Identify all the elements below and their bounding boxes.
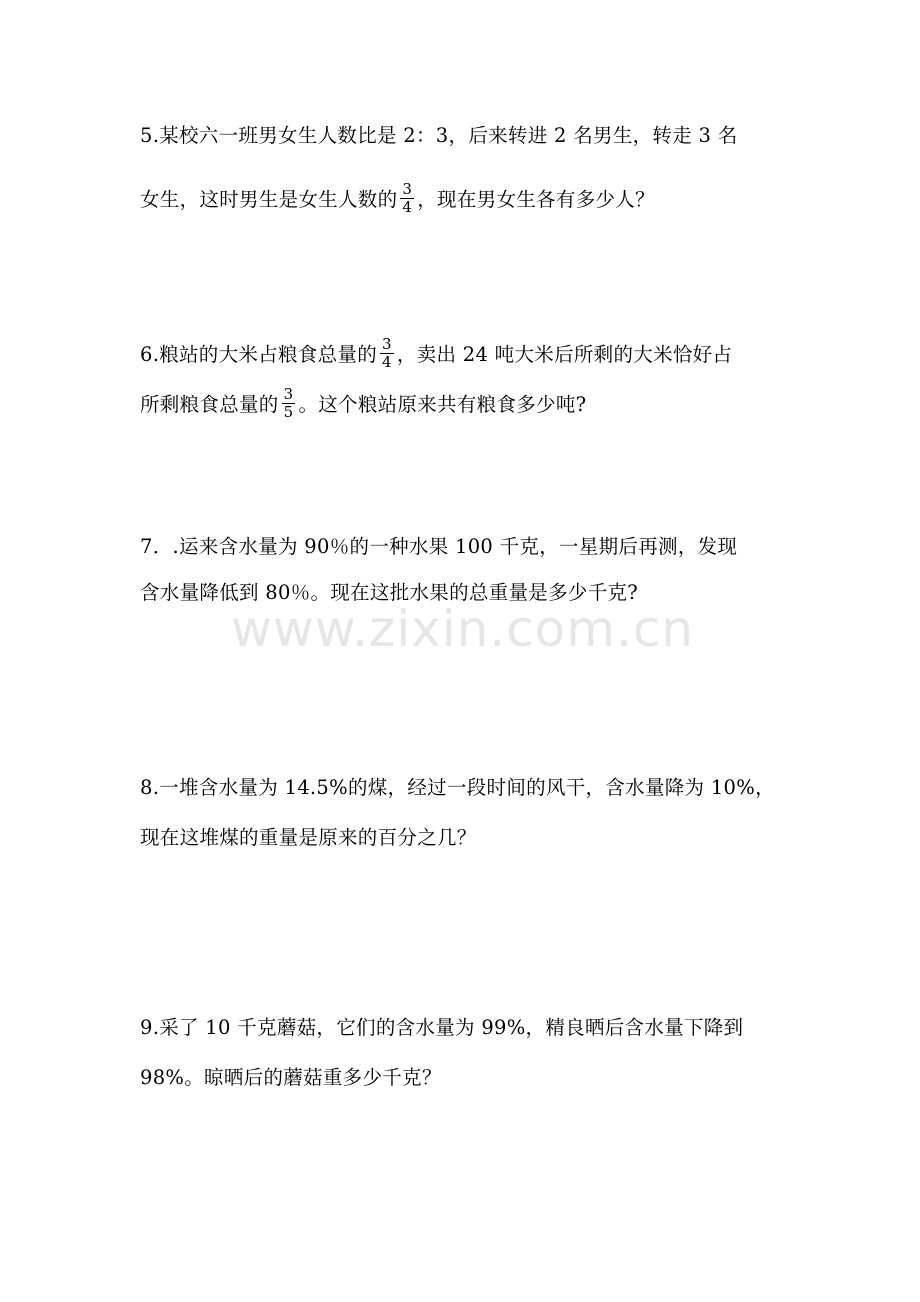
problem-7-line-1: 7．.运来含水量为 90％的一种水果 100 千克，一星期后再测，发现 bbox=[140, 535, 738, 558]
problem-9-line-2: 98%。晾晒后的蘑菇重多少千克？ bbox=[140, 1066, 442, 1089]
fraction bbox=[282, 386, 296, 421]
problem-9-line-1: 9.采了 10 千克蘑菇，它们的含水量为 99%，精良晒后含水量下降到 bbox=[140, 1016, 744, 1039]
fraction-numerator: 3 bbox=[402, 180, 413, 198]
problem-6-text-d: 。这个粮站原来共有粮食多少吨? bbox=[298, 393, 587, 416]
problem-6-text-b: ，卖出 24 吨大米后所剩的大米恰好占 bbox=[396, 343, 733, 366]
problem-6-line-1 bbox=[140, 335, 733, 373]
problem-5-line-2 bbox=[140, 180, 655, 218]
watermark: www.zixin.com.cn bbox=[231, 600, 695, 658]
problem-6-line-2 bbox=[140, 385, 587, 423]
problem-8-line-2: 现在这堆煤的重量是原来的百分之几？ bbox=[140, 826, 477, 849]
problem-5-line-1: 5.某校六一班男女生人数比是 2：3，后来转进 2 名男生，转走 3 名 bbox=[140, 124, 738, 147]
fraction bbox=[380, 336, 394, 371]
fraction-numerator: 3 bbox=[283, 385, 294, 403]
problem-5-text-b: ，现在男女生各有多少人？ bbox=[417, 188, 655, 211]
problem-6-text-a: 6.粮站的大米占粮食总量的 bbox=[140, 343, 378, 366]
problem-6-text-c: 所剩粮食总量的 bbox=[140, 393, 279, 416]
fraction-denominator: 5 bbox=[283, 403, 294, 421]
fraction-denominator: 4 bbox=[402, 198, 413, 216]
fraction bbox=[400, 181, 414, 216]
problem-8-line-1: 8.一堆含水量为 14.5%的煤，经过一段时间的风干，含水量降为 10%， bbox=[140, 776, 775, 799]
problem-7-line-2: 含水量降低到 80％。现在这批水果的总重量是多少千克? bbox=[140, 581, 639, 604]
problem-5-text-a: 女生，这时男生是女生人数的 bbox=[140, 188, 398, 211]
fraction-denominator: 4 bbox=[382, 353, 392, 371]
fraction-numerator: 3 bbox=[382, 335, 392, 353]
